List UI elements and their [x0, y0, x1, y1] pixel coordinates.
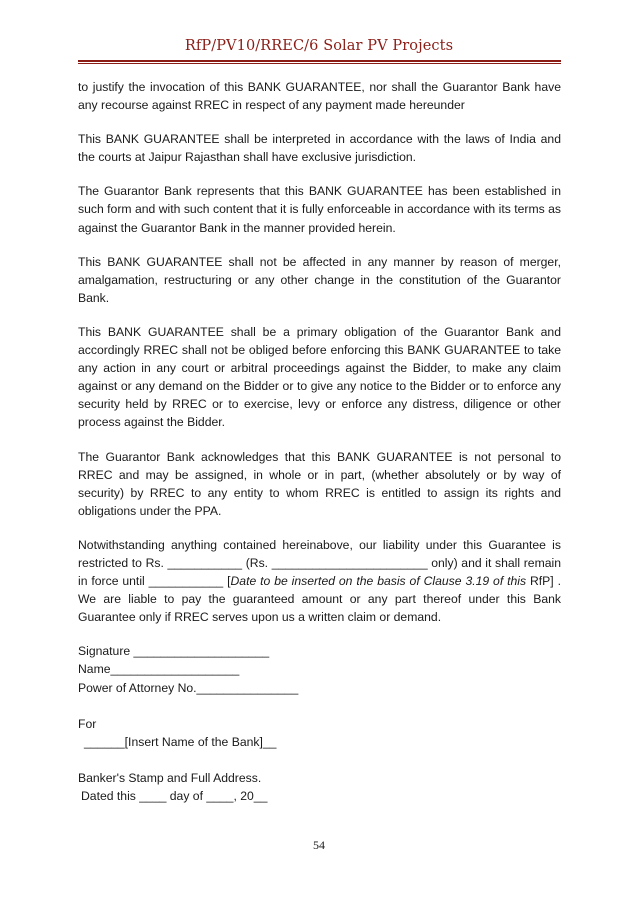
header-rule-thin — [78, 63, 561, 64]
paragraph-enforceable: The Guarantor Bank represents that this BANK GUARANTEE has been established in such form and with such content that it is fully enforceable in accordance with its terms as against the Guarantor Bank in the manner provided herein. — [78, 184, 561, 235]
paragraph-merger: This BANK GUARANTEE shall not be affected in any manner by reason of merger, amalgamation, restructuring or any other change in the constitution of the Guarantor Bank. — [78, 254, 561, 305]
document-body — [78, 78, 561, 805]
dated-line: Dated this ____ day of ____, 20__ — [81, 788, 268, 803]
page-header-title: RfP/PV10/RREC/6 Solar PV Projects — [184, 38, 454, 54]
liability-text-start: Notwithstanding anything contained hereinabove, our liability under this Guarantee is restricted to Rs. ___________ (Rs. _______________________ only) and it shall remain in force until ___________ [ — [78, 537, 561, 589]
header-rule-thick — [78, 60, 561, 62]
paragraph-jurisdiction: This BANK GUARANTEE shall be interpreted in accordance with the laws of India and the courts at Jaipur Rajasthan shall have exclusive jurisdiction. — [78, 132, 561, 165]
signature-block — [78, 642, 561, 805]
paragraph-recourse: to justify the invocation of this BANK GUARANTEE, nor shall the Guarantor Bank have any recourse against RREC in respect of any payment made hereunder — [78, 80, 561, 113]
page-number: 54 — [313, 838, 325, 852]
signature-line: Signature ____________________ — [78, 644, 270, 659]
bank-name-line: ______[Insert Name of the Bank]__ — [84, 734, 277, 749]
paragraph-primary-obligation: This BANK GUARANTEE shall be a primary obligation of the Guarantor Bank and accordingly RREC shall not be obliged before enforcing this BANK GUARANTEE to take any action in any court or arbitral proceedings against the Bidder, to make any claim against or any demand on the Bidder or to give any notice to the Bidder or to enforce any security held by RREC or to exercise, levy or enforce any distress, diligence or other process against the Bidder. — [78, 324, 561, 430]
paragraph-liability — [78, 536, 561, 626]
power-of-attorney-line: Power of Attorney No._______________ — [78, 680, 299, 695]
for-label: For — [78, 716, 97, 731]
liability-italic-note: Date to be inserted on the basis of Clause 3.19 of this — [230, 574, 527, 589]
banker-stamp-line: Banker's Stamp and Full Address. — [78, 770, 262, 785]
paragraph-assignment: The Guarantor Bank acknowledges that this BANK GUARANTEE is not personal to RREC and may be assigned, in whole or in part, (whether absolutely or by way of security) by RREC to any entity to whom RREC is entitled to assign its rights and obligations under the PPA. — [78, 449, 561, 518]
liability-text-end: RfP] . We are liable to pay the guaranteed amount or any part thereof under this Bank Guarantee only if RREC serves upon us a written claim or demand. — [78, 574, 561, 625]
name-line: Name___________________ — [78, 662, 240, 677]
